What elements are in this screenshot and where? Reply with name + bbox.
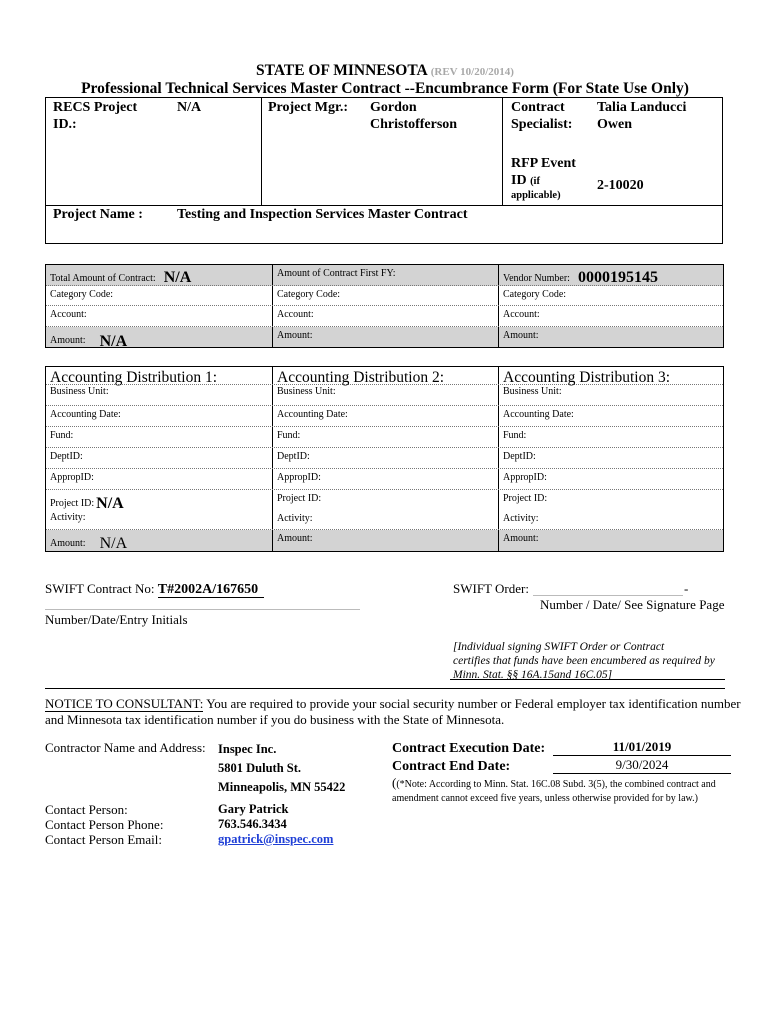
- project-manager-label: Project Mgr.:: [268, 100, 349, 115]
- revision-label: (REV 10/20/2014): [430, 66, 514, 78]
- table-row: [46, 286, 723, 306]
- form-title: [0, 62, 770, 80]
- accounting-date-cell[interactable]: Accounting Date:: [46, 406, 273, 426]
- category-code-cell[interactable]: Category Code:: [46, 286, 273, 305]
- contact-labels: [45, 802, 163, 847]
- project-activity-cell[interactable]: [273, 490, 499, 529]
- table-row: [46, 427, 723, 448]
- end-date-value[interactable]: 9/30/2024: [553, 757, 731, 774]
- swift-order-label: SWIFT Order:: [453, 581, 529, 596]
- activity-label: Activity:: [277, 513, 313, 524]
- contact-values: [218, 802, 333, 847]
- swift-contract-sub: Number/Date/Entry Initials: [45, 612, 188, 627]
- distribution-amount-cell[interactable]: Amount:: [273, 530, 499, 551]
- contact-person-value: Gary Patrick: [218, 802, 289, 816]
- table-row: [46, 448, 723, 469]
- swift-certification-note: [Individual signing SWIFT Order or Contract certifies that funds have been encumbered as required by Minn. Stat. §§ 16A.15and 16C.05]: [453, 641, 715, 681]
- contract-dates-labels: [392, 740, 545, 776]
- contractor-street: 5801 Duluth St.: [218, 761, 302, 775]
- account-cell[interactable]: Account:: [273, 306, 499, 326]
- notice-to-consultant: NOTICE TO CONSULTANT: You are required to provide your social security number or Federal employer tax identification number and Minnesota tax identification number if you do business with the State of Minnesota.: [45, 696, 741, 727]
- table-row: [46, 327, 723, 350]
- contract-amounts-table: [45, 264, 724, 348]
- project-name-label: Project Name :: [53, 207, 143, 222]
- dept-id-cell[interactable]: DeptID:: [503, 451, 536, 462]
- swift-order-sub: Number / Date/ See Signature Page: [540, 597, 725, 612]
- rfp-event-label: RFP Event ID (if applicable): [511, 156, 576, 201]
- business-unit-cell[interactable]: Business Unit:: [273, 385, 499, 405]
- dept-id-cell[interactable]: DeptID:: [273, 448, 499, 468]
- activity-label: Activity:: [50, 512, 86, 523]
- contractor-name-label: Contractor Name and Address:: [45, 740, 206, 755]
- contact-email-link[interactable]: gpatrick@inspec.com: [218, 832, 334, 846]
- table-row: [46, 306, 723, 327]
- amount-value: N/A: [99, 333, 128, 350]
- contact-person-label: Contact Person:: [45, 802, 128, 817]
- category-code-cell[interactable]: Category Code:: [273, 286, 499, 305]
- project-id-label: Project ID:: [50, 498, 95, 509]
- table-row: [46, 530, 723, 551]
- project-activity-cell[interactable]: [499, 490, 725, 529]
- distribution-amount-cell[interactable]: Amount: N/A: [46, 530, 273, 551]
- project-header-box: [45, 97, 723, 244]
- accounting-date-cell[interactable]: Accounting Date:: [273, 406, 499, 426]
- project-id-value: N/A: [96, 495, 124, 512]
- business-unit-cell[interactable]: Business Unit:: [503, 386, 562, 397]
- approp-id-cell[interactable]: AppropID:: [46, 469, 273, 489]
- vendor-number-cell[interactable]: Vendor Number: 0000195145: [503, 269, 658, 286]
- approp-id-cell[interactable]: AppropID:: [273, 469, 499, 489]
- execution-date-label: Contract Execution Date:: [392, 741, 546, 756]
- business-unit-cell[interactable]: Business Unit:: [46, 385, 273, 405]
- contact-phone-value: 763.546.3434: [218, 817, 287, 831]
- contract-duration-note: ((*Note: According to Minn. Stat. 16C.08 Subd. 3(5), the combined contract and amendment cannot exceed five years, unless otherwise provided for by law.): [392, 775, 716, 804]
- end-date-label: Contract End Date:: [392, 759, 511, 774]
- recs-project-value: N/A: [177, 100, 202, 115]
- contractor-city: Minneapolis, MN 55422: [218, 780, 346, 794]
- contact-email-label: Contact Person Email:: [45, 832, 162, 847]
- rfp-event-value: 2-10020: [597, 178, 644, 193]
- note-rule: [450, 679, 725, 680]
- distribution-2-heading: Accounting Distribution 2:: [273, 367, 499, 384]
- fund-cell[interactable]: Fund:: [503, 430, 527, 441]
- recs-project-label: RECS Project ID.:: [53, 100, 138, 132]
- first-fy-amount-cell[interactable]: Amount of Contract First FY:: [273, 265, 499, 285]
- distribution-3-heading: Accounting Distribution 3:: [503, 369, 671, 386]
- accounting-distribution-table: [45, 366, 724, 552]
- swift-order-line[interactable]: [533, 595, 683, 596]
- account-cell[interactable]: Account:: [46, 306, 273, 326]
- state-title: STATE OF MINNESOTA: [256, 62, 427, 79]
- form-subtitle: Professional Technical Services Master Contract --Encumbrance Form (For State Use Only): [81, 80, 689, 97]
- dept-id-cell[interactable]: DeptID:: [46, 448, 273, 468]
- notice-label: NOTICE TO CONSULTANT:: [45, 696, 204, 711]
- project-id-label: Project ID:: [277, 493, 322, 504]
- category-code-cell[interactable]: Category Code:: [503, 289, 567, 300]
- total-amount-value: N/A: [163, 269, 192, 286]
- fund-cell[interactable]: Fund:: [273, 427, 499, 447]
- table-row: [46, 490, 723, 530]
- distribution-amount-value: N/A: [99, 535, 128, 552]
- project-manager-value: Gordon Christofferson: [370, 100, 458, 132]
- activity-label: Activity:: [503, 513, 539, 524]
- table-row: [46, 406, 723, 427]
- total-amount-cell[interactable]: Total Amount of Contract: N/A: [46, 265, 273, 285]
- table-row: [46, 367, 723, 385]
- distribution-amount-cell[interactable]: Amount:: [503, 533, 539, 544]
- approp-id-cell[interactable]: AppropID:: [503, 472, 547, 483]
- swift-contract-value: T#2002A/167650: [158, 582, 264, 598]
- fund-cell[interactable]: Fund:: [46, 427, 273, 447]
- project-id-label: Project ID:: [503, 493, 548, 504]
- contact-phone-label: Contact Person Phone:: [45, 817, 164, 832]
- amount-cell[interactable]: Amount:: [273, 327, 499, 347]
- contractor-name: Inspec Inc.: [218, 742, 277, 756]
- signature-line: [45, 609, 360, 610]
- swift-contract-label: SWIFT Contract No:: [45, 581, 155, 596]
- project-activity-cell[interactable]: [46, 490, 273, 529]
- table-row: [46, 385, 723, 406]
- amount-cell[interactable]: Amount: N/A: [46, 327, 273, 347]
- accounting-date-cell[interactable]: Accounting Date:: [503, 409, 574, 420]
- swift-order-dash: -: [684, 581, 689, 596]
- swift-contract-row: [45, 581, 264, 598]
- distribution-1-heading: Accounting Distribution 1:: [46, 367, 273, 384]
- amount-cell[interactable]: Amount:: [503, 330, 539, 341]
- contractor-address: [218, 740, 345, 797]
- project-name-value: Testing and Inspection Services Master Contract: [177, 207, 468, 222]
- vendor-number-value: 0000195145: [577, 269, 658, 286]
- section-divider: [45, 688, 725, 689]
- account-cell[interactable]: Account:: [503, 309, 540, 320]
- contract-specialist-label: Contract Specialist:: [511, 100, 573, 132]
- contract-specialist-value: Talia Landucci Owen: [597, 100, 687, 132]
- execution-date-value[interactable]: 11/01/2019: [553, 739, 731, 756]
- table-row: [46, 469, 723, 490]
- table-row: [46, 265, 723, 286]
